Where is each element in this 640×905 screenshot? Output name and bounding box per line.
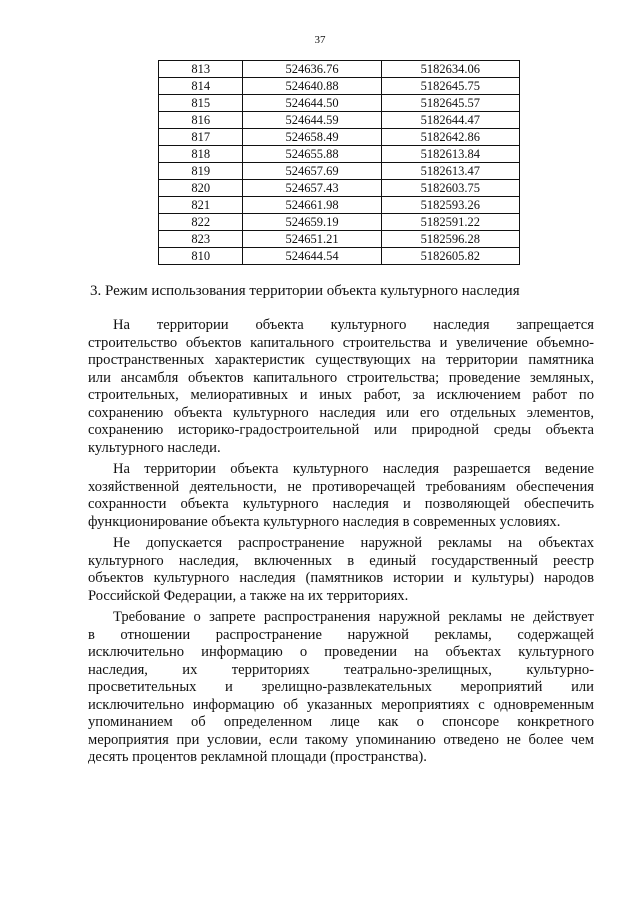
table-row bbox=[159, 61, 520, 78]
point-number-cell: 823 bbox=[159, 231, 243, 248]
x-coordinate-cell: 524657.43 bbox=[243, 180, 381, 197]
x-coordinate-cell: 524651.21 bbox=[243, 231, 381, 248]
paragraph-line: десять процентов рекламной площади (пространства). bbox=[88, 749, 427, 765]
paragraph-line: культурного наследия, включенных в единый государственный реестр bbox=[88, 552, 594, 569]
x-coordinate-cell: 524644.54 bbox=[243, 248, 381, 265]
point-number-cell: 816 bbox=[159, 112, 243, 129]
table-row bbox=[159, 78, 520, 95]
paragraph bbox=[88, 317, 594, 457]
paragraph-line: строительство объектов капитального строительства и увеличение объемно- bbox=[88, 334, 594, 351]
paragraph bbox=[88, 609, 594, 767]
paragraph-line: упоминанием об определенном лице как о спонсоре конкретного bbox=[88, 714, 594, 730]
page-number: 37 bbox=[314, 34, 326, 46]
paragraph-line: просветительных и зрелищно-развлекательных мероприятий или bbox=[88, 679, 594, 695]
point-number-cell: 817 bbox=[159, 129, 243, 146]
paragraph-line: функционирование объекта культурного наследия в современных условиях. bbox=[88, 513, 561, 530]
paragraph-line: хозяйственной деятельности, не противоречащей требованиям обеспечения bbox=[88, 478, 594, 495]
y-coordinate-cell: 5182605.82 bbox=[381, 248, 519, 265]
x-coordinate-cell: 524657.69 bbox=[243, 163, 381, 180]
table-row bbox=[159, 95, 520, 112]
table-row bbox=[159, 112, 520, 129]
point-number-cell: 814 bbox=[159, 78, 243, 95]
paragraph-line: или ансамбля объектов капитального строительства; проведение земляных, bbox=[88, 369, 594, 386]
paragraph-line: культурного наследи. bbox=[88, 439, 221, 456]
y-coordinate-cell: 5182644.47 bbox=[381, 112, 519, 129]
paragraph-line: сохранению историко-градостроительной или природной среды объекта bbox=[88, 422, 594, 438]
coordinates-table bbox=[158, 60, 520, 265]
section-heading: 3. Режим использования территории объекта культурного наследия bbox=[90, 283, 520, 299]
y-coordinate-cell: 5182596.28 bbox=[381, 231, 519, 248]
y-coordinate-cell: 5182613.84 bbox=[381, 146, 519, 163]
paragraph-line: наследия, их территориях театрально-зрелищных, культурно- bbox=[88, 661, 594, 678]
paragraph-line: объектов культурного наследия (памятников истории и культуры) народов bbox=[88, 570, 594, 586]
y-coordinate-cell: 5182645.57 bbox=[381, 95, 519, 112]
paragraph-line: в отношении распространение наружной рекламы, содержащей bbox=[88, 626, 594, 643]
paragraph-line: На территории объекта культурного наследия запрещается bbox=[113, 317, 594, 333]
table-row bbox=[159, 163, 520, 180]
point-number-cell: 815 bbox=[159, 95, 243, 112]
point-number-cell: 819 bbox=[159, 163, 243, 180]
x-coordinate-cell: 524661.98 bbox=[243, 197, 381, 214]
x-coordinate-cell: 524658.49 bbox=[243, 129, 381, 146]
point-number-cell: 810 bbox=[159, 248, 243, 265]
table-row bbox=[159, 197, 520, 214]
paragraph-line: Не допускается распространение наружной рекламы на объектах bbox=[113, 535, 594, 551]
point-number-cell: 821 bbox=[159, 197, 243, 214]
x-coordinate-cell: 524644.59 bbox=[243, 112, 381, 129]
paragraph-line: сохранности объекта культурного наследия и позволяющей обеспечить bbox=[88, 496, 594, 512]
paragraph-line: исключительно информацию об указанных мероприятиях с одновременным bbox=[88, 696, 594, 713]
y-coordinate-cell: 5182593.26 bbox=[381, 197, 519, 214]
paragraph-line: Требование о запрете распространения наружной рекламы не действует bbox=[113, 609, 594, 625]
paragraph bbox=[88, 535, 594, 605]
coordinates-table-body bbox=[159, 61, 520, 265]
x-coordinate-cell: 524640.88 bbox=[243, 78, 381, 95]
body-text bbox=[88, 317, 594, 771]
table-row bbox=[159, 180, 520, 197]
point-number-cell: 813 bbox=[159, 61, 243, 78]
y-coordinate-cell: 5182645.75 bbox=[381, 78, 519, 95]
table-row bbox=[159, 231, 520, 248]
y-coordinate-cell: 5182591.22 bbox=[381, 214, 519, 231]
paragraph-line: строительных, мелиоративных и иных работ, за исключением работ по bbox=[88, 387, 594, 403]
paragraph-line: сохранению объекта культурного наследия или его отдельных элементов, bbox=[88, 404, 594, 421]
x-coordinate-cell: 524644.50 bbox=[243, 95, 381, 112]
paragraph-line: мероприятия при условии, если такому упоминанию отведено не более чем bbox=[88, 731, 594, 748]
point-number-cell: 822 bbox=[159, 214, 243, 231]
point-number-cell: 820 bbox=[159, 180, 243, 197]
paragraph-line: На территории объекта культурного наследия разрешается ведение bbox=[113, 461, 594, 477]
table-row bbox=[159, 129, 520, 146]
paragraph-line: пространственных характеристик существующих на территории памятника bbox=[88, 352, 594, 368]
point-number-cell: 818 bbox=[159, 146, 243, 163]
x-coordinate-cell: 524655.88 bbox=[243, 146, 381, 163]
y-coordinate-cell: 5182642.86 bbox=[381, 129, 519, 146]
y-coordinate-cell: 5182603.75 bbox=[381, 180, 519, 197]
table-row bbox=[159, 146, 520, 163]
y-coordinate-cell: 5182634.06 bbox=[381, 61, 519, 78]
paragraph-line: Российской Федерации, а также на их территориях. bbox=[88, 587, 409, 604]
x-coordinate-cell: 524659.19 bbox=[243, 214, 381, 231]
paragraph-line: исключительно информацию о проведении на объектах культурного bbox=[88, 644, 594, 660]
x-coordinate-cell: 524636.76 bbox=[243, 61, 381, 78]
table-row bbox=[159, 214, 520, 231]
paragraph bbox=[88, 461, 594, 531]
y-coordinate-cell: 5182613.47 bbox=[381, 163, 519, 180]
table-row bbox=[159, 248, 520, 265]
